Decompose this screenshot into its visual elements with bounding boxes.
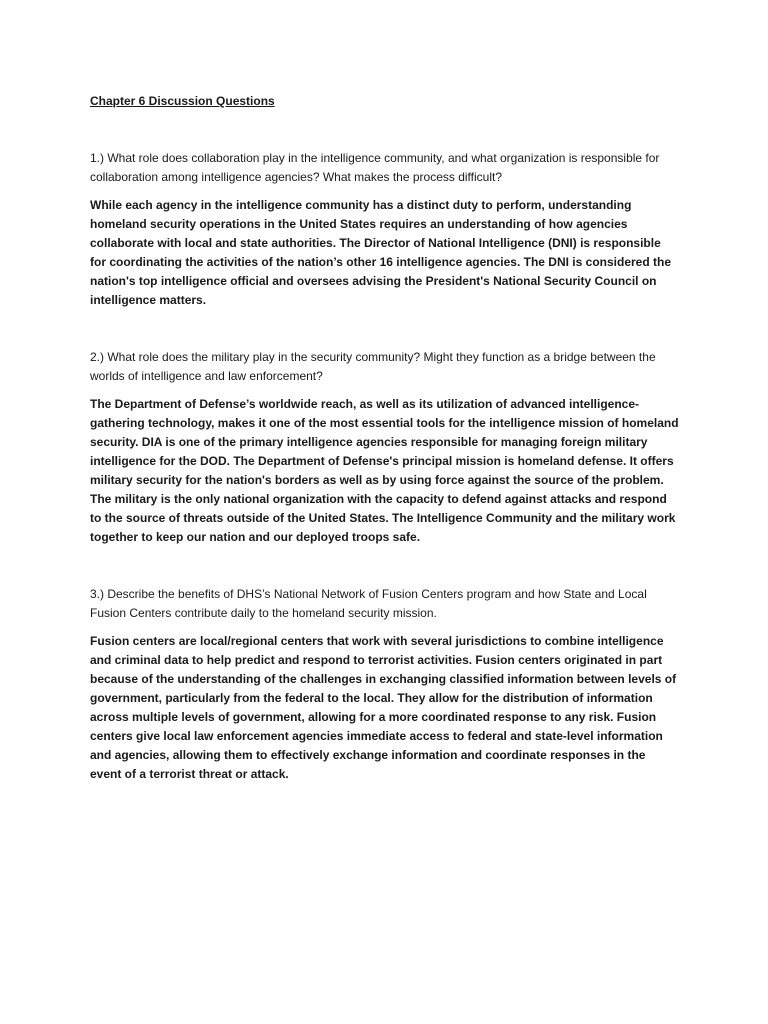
document-body (90, 92, 680, 822)
question-block-3 (90, 585, 680, 784)
question-block-1 (90, 149, 680, 310)
question-1: 1.) What role does collaboration play in the intelligence community, and what organization is responsible for collaboration among intelligence agencies? What makes the process difficult? (90, 151, 660, 184)
document-title: Chapter 6 Discussion Questions (90, 94, 275, 108)
answer-2: The Department of Defense’s worldwide reach, as well as its utilization of advanced intelligence-gathering technology, makes it one of the most essential tools for the intelligence mission of homeland security. DIA is one of the primary intelligence agencies responsible for managing foreign military intelligence for the DOD. The Department of Defense's principal mission is homeland defense. It offers military security for the nation's borders as well as by using force against the source of the problem. The military is the only national organization with the capacity to defend against attacks and respond to the source of threats outside of the United States. The Intelligence Community and the military work together to keep our nation and our deployed troops safe. (90, 397, 679, 544)
question-3: 3.) Describe the benefits of DHS’s National Network of Fusion Centers program and how State and Local Fusion Centers contribute daily to the homeland security mission. (90, 587, 647, 620)
question-2: 2.) What role does the military play in the security community? Might they function as a bridge between the worlds of intelligence and law enforcement? (90, 350, 656, 383)
answer-3: Fusion centers are local/regional centers that work with several jurisdictions to combine intelligence and criminal data to help predict and respond to terrorist activities. Fusion centers originated in part because of the understanding of the challenges in exchanging classified information between levels of government, particularly from the federal to the local. They allow for the distribution of information across multiple levels of government, allowing for a more coordinated response to any risk. Fusion centers give local law enforcement agencies immediate access to federal and state-level information and agencies, allowing them to effectively exchange information and coordinate responses in the event of a terrorist threat or attack. (90, 634, 677, 781)
answer-1: While each agency in the intelligence community has a distinct duty to perform, understanding homeland security operations in the United States requires an understanding of how agencies collaborate with local and state authorities. The Director of National Intelligence (DNI) is responsible for coordinating the activities of the nation’s other 16 intelligence agencies. The DNI is considered the nation's top intelligence official and oversees advising the President's National Security Council on intelligence matters. (90, 198, 672, 307)
question-block-2 (90, 348, 680, 547)
